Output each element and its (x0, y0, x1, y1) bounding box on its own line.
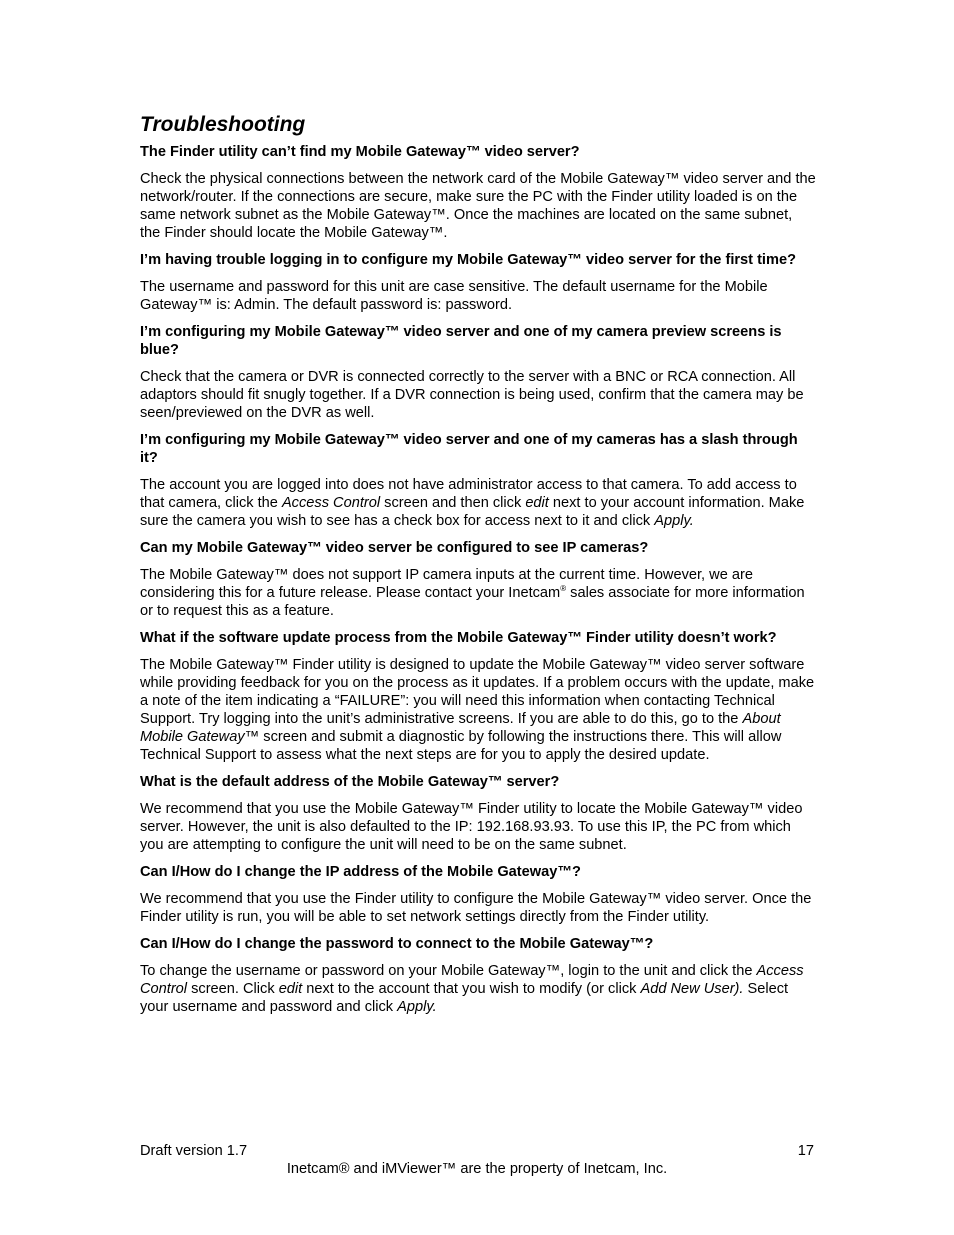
faq-answer-4 (140, 476, 816, 530)
ui-term: Add New User). (640, 981, 744, 997)
ui-term: edit (278, 981, 303, 997)
ui-term: Access Control (140, 963, 804, 997)
text-run: The Mobile Gateway™ Finder utility is designed to update the Mobile Gateway™ video server software while providing feedback for you on the process as it updates. If a problem occurs with the update, make a note of the item indicating a “FAILURE”: you will need this information when contacting Technical Support. Try logging into the unit’s administrative screens. If you are able to do this, go to the (140, 657, 815, 727)
faq-answer-9 (140, 962, 816, 1016)
faq-question-1: The Finder utility can’t find my Mobile Gateway™ video server? (140, 144, 580, 160)
ui-term: edit (525, 495, 549, 511)
faq-question-8: Can I/How do I change the IP address of the Mobile Gateway™? (140, 864, 581, 880)
ui-term: About Mobile Gateway (140, 711, 781, 745)
footer-page-number: 17 (797, 1143, 814, 1159)
faq-question-5: Can my Mobile Gateway™ video server be configured to see IP cameras? (140, 540, 649, 556)
document-body (140, 112, 816, 1025)
faq-question-2: I’m having trouble logging in to configure my Mobile Gateway™ video server for the first time? (140, 252, 796, 268)
faq-answer-1: Check the physical connections between the network card of the Mobile Gateway™ video server and the network/router. If the connections are secure, make sure the PC with the Finder utility loaded is on the same network subnet as the Mobile Gateway™. Once the machines are located on the same subnet, the Finder should locate the Mobile Gateway™. (140, 171, 816, 241)
section-title: Troubleshooting (140, 113, 306, 136)
text-run: Select your username and password and click (140, 981, 789, 1015)
text-run: next to the account that you wish to modify (or click (302, 981, 641, 997)
text-run: screen and then click (380, 495, 526, 511)
text-run: The account you are logged into does not have administrator access to that camera. To add access to that camera, click the (140, 477, 797, 511)
text-run: screen. Click (187, 981, 279, 997)
faq-answer-5 (140, 566, 816, 620)
faq-answer-6 (140, 656, 816, 764)
ui-term: Apply. (397, 999, 437, 1015)
text-run: sales associate for more information or to request this as a feature. (140, 585, 805, 619)
faq-answer-2: The username and password for this unit are case sensitive. The default username for the Mobile Gateway™ is: Admin. The default password is: password. (140, 279, 768, 313)
footer-trademark-notice: Inetcam® and iMViewer™ are the property of Inetcam, Inc. (286, 1161, 668, 1177)
faq-question-6: What if the software update process from the Mobile Gateway™ Finder utility doesn’t work? (140, 630, 777, 646)
text-run: To change the username or password on your Mobile Gateway™, login to the unit and click the (140, 963, 757, 979)
faq-question-3: I’m configuring my Mobile Gateway™ video server and one of my camera preview screens is blue? (140, 324, 782, 358)
text-run: The Mobile Gateway™ does not support IP camera inputs at the current time. However, we are considering this for a future release. Please contact your Inetcam (140, 567, 753, 601)
faq-question-9: Can I/How do I change the password to connect to the Mobile Gateway™? (140, 936, 654, 952)
ui-term: Apply. (654, 513, 694, 529)
faq-answer-7: We recommend that you use the Mobile Gateway™ Finder utility to locate the Mobile Gateway™ video server. However, the unit is also defaulted to the IP: 192.168.93.93. To use this IP, the PC from which you are attempting to configure the unit will need to be on the same subnet. (140, 801, 803, 853)
faq-answer-3: Check that the camera or DVR is connected correctly to the server with a BNC or RCA connection. All adaptors should fit snugly together. If a DVR connection is being used, confirm that the camera may be seen/previewed on the DVR as well. (140, 369, 804, 421)
text-run: next to your account information. Make sure the camera you wish to see has a check box for access next to it and click (140, 495, 805, 529)
footer-version: Draft version 1.7 (140, 1143, 248, 1159)
faq-question-4: I’m configuring my Mobile Gateway™ video server and one of my cameras has a slash through it? (140, 432, 798, 466)
text-run: ™ screen and submit a diagnostic by following the instructions there. This will allow Technical Support to assess what the next steps are for you to apply the desired update. (140, 729, 782, 763)
faq-question-7: What is the default address of the Mobile Gateway™ server? (140, 774, 560, 790)
faq-answer-8: We recommend that you use the Finder utility to configure the Mobile Gateway™ video server. Once the Finder utility is run, you will be able to set network settings directly from the Finder utility. (140, 891, 812, 925)
ui-term: Access Control (281, 495, 381, 511)
registered-mark: ® (560, 584, 567, 593)
